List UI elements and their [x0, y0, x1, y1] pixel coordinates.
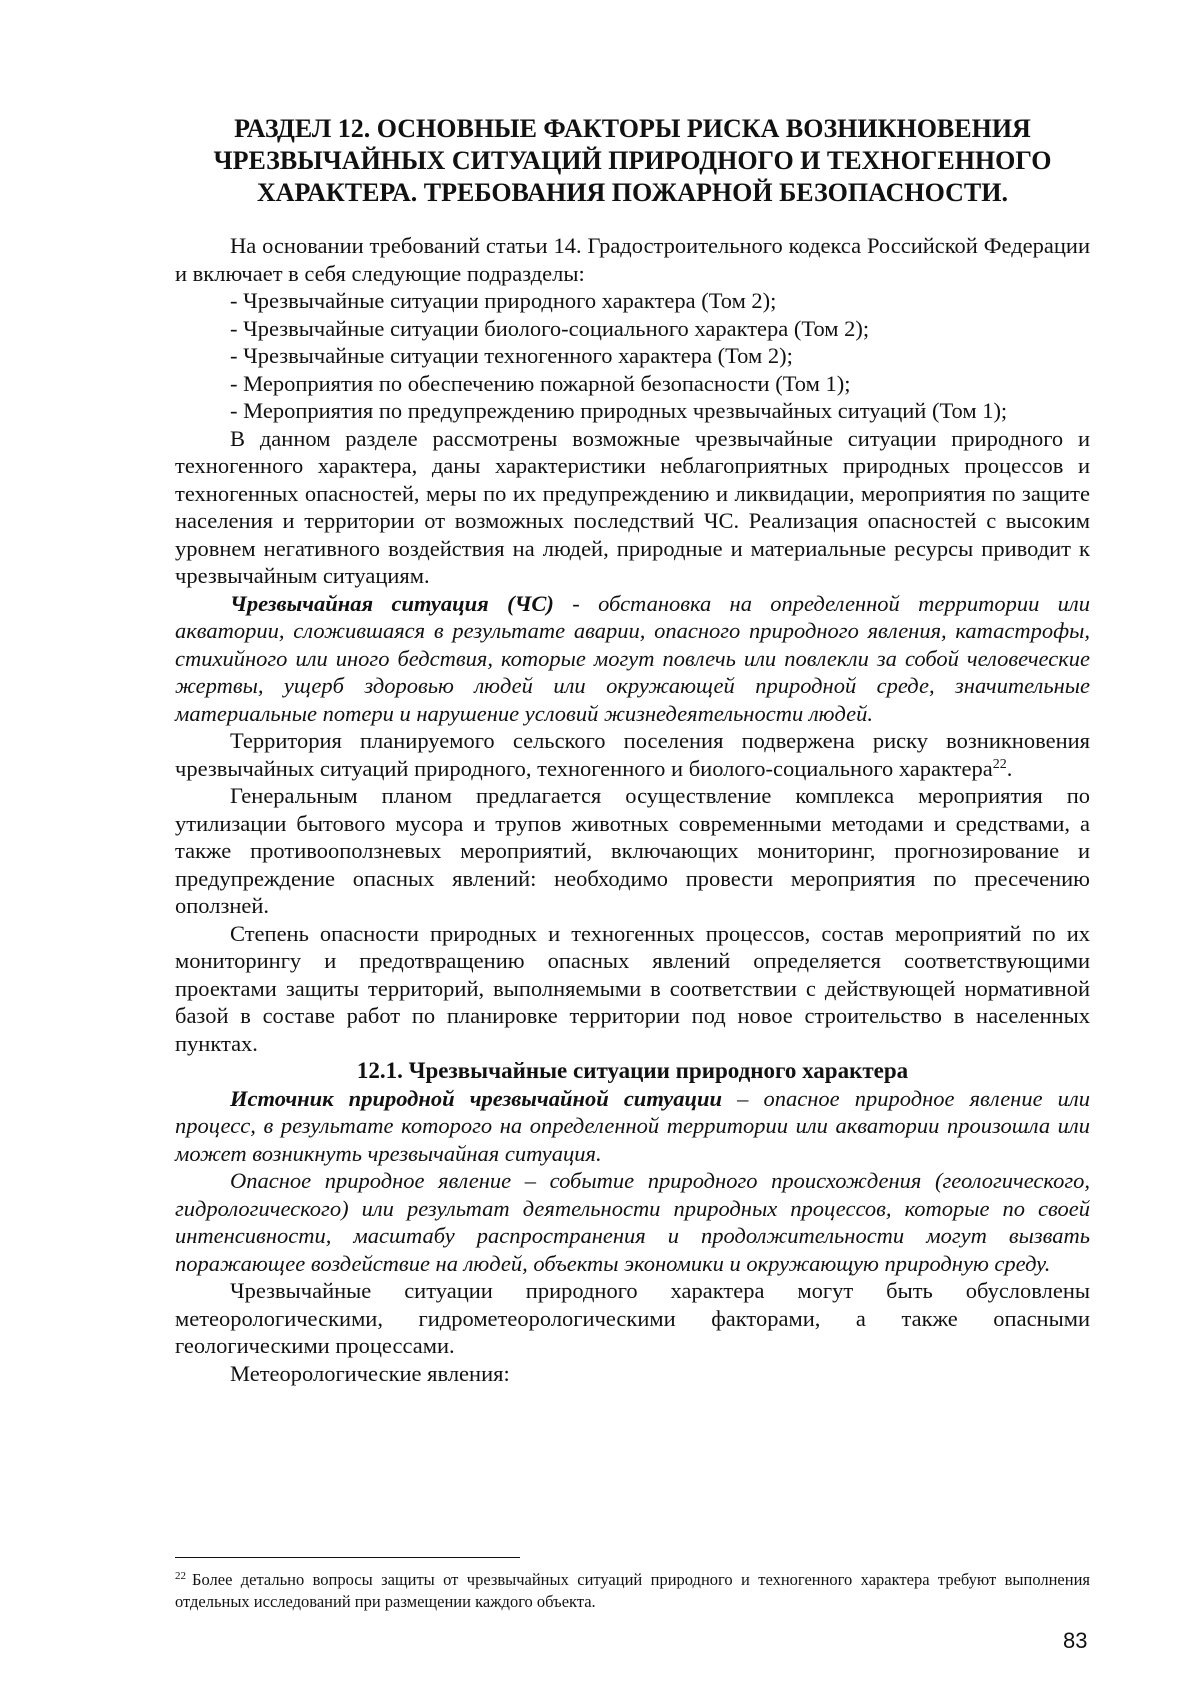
footnote-mark: 22: [175, 1570, 186, 1582]
emergency-definition-paragraph: [175, 590, 1090, 728]
page-number: 83: [1063, 1628, 1088, 1653]
subsection-list-item: - Чрезвычайные ситуации техногенного характера (Том 2);: [230, 343, 793, 368]
scope-paragraph: В данном разделе рассмотрены возможные чрезвычайные ситуации природного и техногенного характера, даны характеристики неблагоприятных природных процессов и техногенных опасностей, меры по их предупреждению и ликвидации, мероприятия по защите населения и территории от возможных последствий ЧС. Реализация опасностей с высоким уровнем негативного воздействия на людей, природные и материальные ресурсы приводит к чрезвычайным ситуациям.: [175, 425, 1090, 588]
subsection-heading: 12.1. Чрезвычайные ситуации природного характера: [356, 1058, 909, 1083]
footnote-reference[interactable]: 22: [992, 756, 1007, 772]
subsection-list-item: - Чрезвычайные ситуации природного характера (Том 2);: [230, 288, 777, 313]
source-definition-text: – опасное природное явление или процесс, в результате которого на определенной территории или акватории произошла или может возникнуть чрезвычайная ситуация.: [175, 1085, 1090, 1166]
risk-paragraph-text: Территория планируемого сельского поселения подвержена риску возникновения чрезвычайных ситуаций природного, техногенного и биолого-социального характера: [175, 728, 1090, 781]
intro-paragraph: На основании требований статьи 14. Градостроительного кодекса Российской Федерации и включает в себя следующие подразделы:: [175, 233, 1090, 286]
footnote-text: Более детально вопросы защиты от чрезвычайных ситуаций природного и техногенного характера требуют выполнения отдельных исследований при размещении каждого объекта.: [175, 1570, 1090, 1611]
source-term: Источник природной чрезвычайной ситуации: [230, 1085, 723, 1111]
degree-paragraph: Степень опасности природных и техногенных процессов, состав мероприятий по их мониторингу и предотвращению опасных явлений определяется соответствующими проектами защиты территорий, выполняемыми в соответствии с действующей нормативной базой в составе работ по планировке территории под новое строительство в населенных пунктах.: [175, 920, 1090, 1056]
risk-paragraph: [175, 727, 1090, 782]
meteo-paragraph: Метеорологические явления:: [230, 1360, 510, 1386]
section-title-line: ХАРАКТЕРА. ТРЕБОВАНИЯ ПОЖАРНОЙ БЕЗОПАСНОСТИ.: [257, 178, 1008, 207]
footnote-separator: [175, 1557, 520, 1558]
section-title-line: ЧРЕЗВЫЧАЙНЫХ СИТУАЦИЙ ПРИРОДНОГО И ТЕХНОГЕННОГО: [213, 146, 1052, 175]
subsection-list-item: - Чрезвычайные ситуации биолого-социального характера (Том 2);: [230, 315, 870, 341]
emergency-definition-text: - обстановка на определенной территории или акватории, сложившаяся в результате аварии, опасного природного явления, катастрофы, стихийного или иного бедствия, которые могут повлечь или повлекли за собой человеческие жертвы, ущерб здоровью людей или окружающей природной среде, значительные материальные потери и нарушение условий жизнедеятельности людей.: [175, 590, 1090, 726]
subsection-list-item: - Мероприятия по предупреждению природных чрезвычайных ситуаций (Том 1);: [230, 398, 1008, 423]
plan-paragraph: Генеральным планом предлагается осуществление комплекса мероприятия по утилизации бытового мусора и трупов животных современными методами и средствами, а также противооползневых мероприятий, включающих мониторинг, прогнозирование и предупреждение опасных явлений: необходимо провести мероприятия по пресечению оползней.: [175, 783, 1090, 918]
factors-paragraph: Чрезвычайные ситуации природного характера могут быть обусловлены метеорологическими, гидрометеорологическими факторами, а также опасными геологическими процессами.: [175, 1278, 1090, 1358]
subsection-list-item: - Мероприятия по обеспечению пожарной безопасности (Том 1);: [230, 370, 851, 396]
section-title: [175, 113, 1090, 209]
emergency-term: Чрезвычайная ситуация (ЧС): [230, 590, 554, 616]
risk-paragraph-end: .: [1006, 755, 1013, 781]
footnote: [175, 1569, 1090, 1613]
section-title-line: РАЗДЕЛ 12. ОСНОВНЫЕ ФАКТОРЫ РИСКА ВОЗНИКНОВЕНИЯ: [234, 114, 1031, 143]
source-definition-paragraph: [175, 1085, 1090, 1168]
hazard-definition-paragraph: Опасное природное явление – событие природного происхождения (геологического, гидрологического) или результат деятельности природных процессов, которые по своей интенсивности, масштабу распространения и продолжительности могут вызвать поражающее воздействие на людей, объекты экономики и окружающую природную среду.: [175, 1168, 1090, 1276]
document-body: [175, 232, 1090, 1387]
